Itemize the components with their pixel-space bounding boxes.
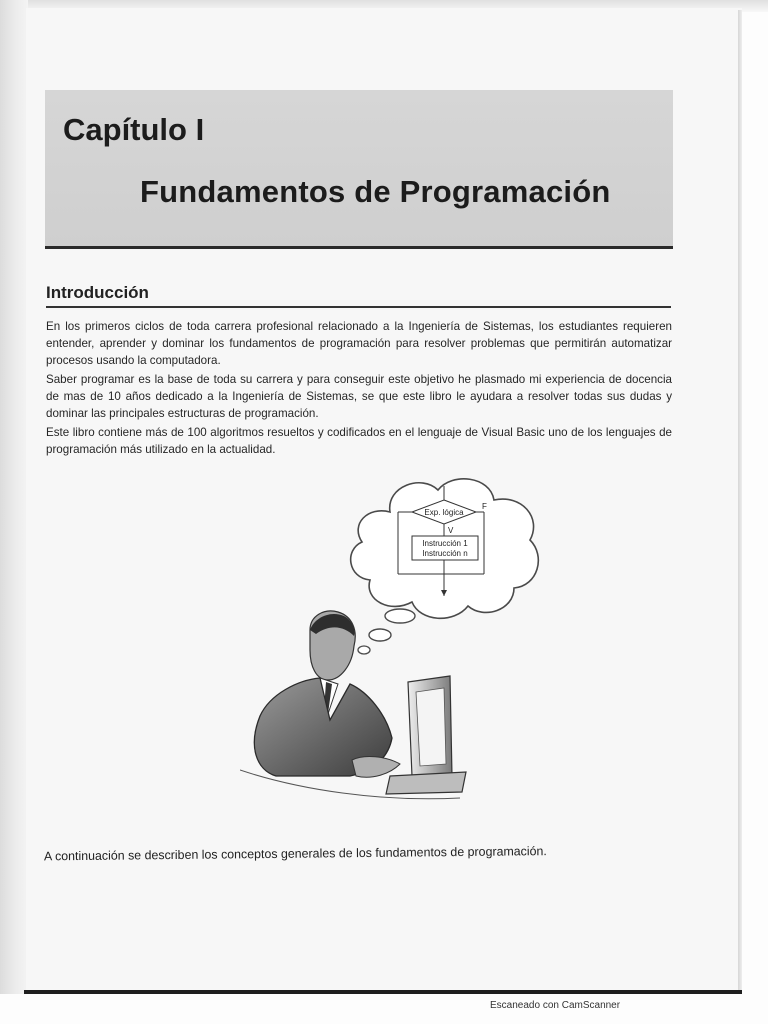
flowchart-false-label: F (482, 502, 487, 511)
chapter-number: Capítulo I (63, 112, 205, 147)
introduction-heading: Introducción (46, 283, 671, 308)
flowchart-instruction-first: Instrucción 1 (422, 539, 468, 548)
scan-edge-left (0, 0, 28, 994)
computer-monitor (386, 676, 466, 794)
chapter-header-band (45, 90, 673, 249)
page-right-edge (738, 10, 742, 992)
scanner-watermark: Escaneado con CamScanner (490, 1000, 621, 1011)
introduction-paragraph-1: En los primeros ciclos de toda carrera profesional relacionado a la Ingeniería de Sistemas, los estudiantes requieren entender, aprender y dominar los fundamentos de programación para resolver problemas que permitirán automatizar procesos usando la computadora. (46, 320, 672, 367)
chapter-title: Fundamentos de Programación (140, 174, 611, 209)
introduction-paragraph-3: Este libro contiene más de 100 algoritmos resueltos y codificados en el lenguaje de Visual Basic uno de los lenguajes de programación más utilizado en la actualidad. (46, 426, 672, 456)
introduction-paragraph-2: Saber programar es la base de toda su carrera y para conseguir este objetivo he plasmado mi experiencia de docencia de mas de 10 años dedicado a la Ingeniería de Sistemas, se que este libro le ayudara a resolver todas sus dudas y dominar las principales estructuras de programación. (46, 373, 672, 420)
flowchart-true-label: V (448, 526, 454, 535)
programmer-illustration (240, 470, 550, 810)
introduction-body (46, 318, 672, 460)
page-bottom-edge (24, 990, 742, 994)
flowchart-condition-label: Exp. lógica (424, 508, 464, 517)
closing-sentence: A continuación se describen los conceptos generales de los fundamentos de programación. (43, 844, 547, 864)
flowchart-instruction-last: Instrucción n (422, 549, 468, 558)
